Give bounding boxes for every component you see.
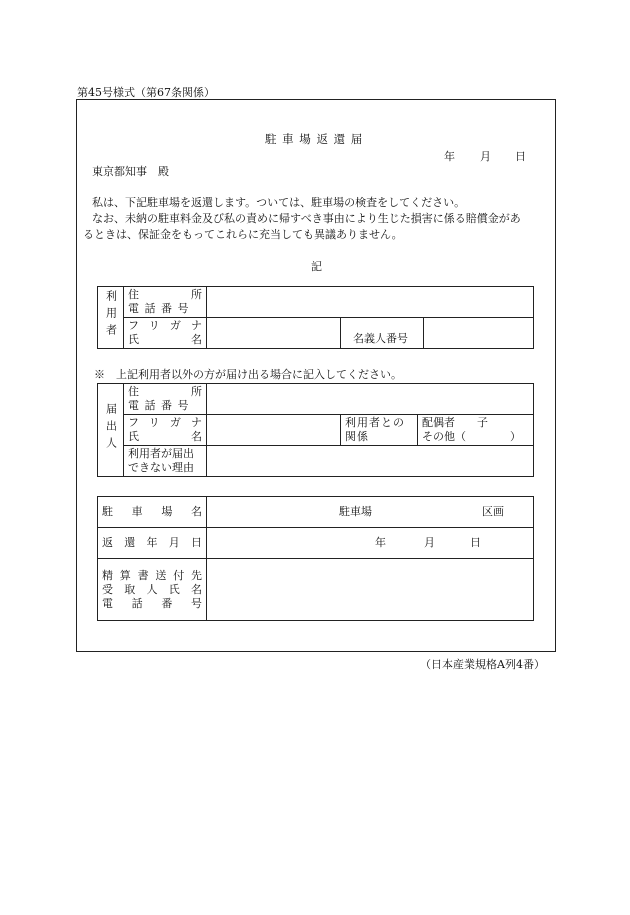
notifier-relation-option-other[interactable]: その他（ ） [422,430,521,443]
lot-name-label-cell [98,497,207,528]
user-table [97,286,534,349]
lot-name-field[interactable] [207,497,534,528]
user-furigana-label: フリガナ [128,319,202,332]
user-group-label: 利用者 [104,290,118,341]
notifier-relation-label-2: 関係 [345,430,369,443]
notifier-group-label: 届出人 [104,402,118,454]
notifier-relation-option-spouse-child[interactable]: 配偶者 子 [422,416,488,429]
lot-section-suffix: 区画 [482,505,504,518]
settlement-phone-label: 電話番号 [102,596,202,610]
user-address-phone-field[interactable] [207,287,534,318]
notifier-note: ※ 上記利用者以外の方が届け出る場合に記入してください。 [94,368,402,381]
notifier-table [97,383,534,477]
notifier-name-label-cell [124,415,207,446]
body-paragraph-2b: るときは、保証金をもってこれらに充当しても異議ありません。 [83,228,403,241]
paper-size-note: （日本産業規格A列4番） [420,658,545,671]
form-title: 駐 車 場 返 還 届 [265,132,364,146]
body-paragraph-2a: なお、未納の駐車料金及び私の責めに帰すべき事由により生じた損害に係る賠償金があ [92,212,521,225]
return-day: 日 [470,536,481,549]
settlement-label-cell [98,559,207,621]
body-paragraph-1: 私は、下記駐車場を返還します。ついては、駐車場の検査をしてください。 [92,196,466,209]
date-day: 日 [515,150,526,163]
lot-name-suffix: 駐車場 [339,505,372,518]
notifier-relation-options-cell[interactable] [418,415,534,446]
notifier-furigana-label: フリガナ [128,416,202,429]
user-name-label-cell [124,318,207,349]
return-date-label-cell [98,528,207,559]
notifier-reason-label-cell [124,446,207,477]
notifier-name-label: 氏 名 [128,430,202,443]
notifier-reason-field[interactable] [207,446,534,477]
notifier-relation-label-cell [341,415,418,446]
notifier-relation-label-1: 利用者との [345,416,405,429]
notifier-name-field[interactable] [207,415,341,446]
addressee: 東京都知事 殿 [92,165,169,178]
return-date-field[interactable] [207,528,534,559]
settlement-address-label: 精算書送付先 [102,568,202,582]
date-year: 年 [444,150,455,163]
notifier-reason-label-2: できない理由 [128,461,194,474]
user-account-field[interactable] [424,318,534,349]
return-year: 年 [375,536,386,549]
notifier-phone-label: 電 話 番 号 [128,399,190,412]
user-account-label: 名義人番号 [353,332,408,345]
ki-heading: 記 [311,260,322,273]
notifier-address-label: 住 所 [128,385,202,398]
notifier-group-cell [98,384,124,477]
notifier-address-phone-label-cell [124,384,207,415]
settlement-field[interactable] [207,559,534,621]
notifier-address-phone-field[interactable] [207,384,534,415]
user-address-label: 住 所 [128,288,202,301]
return-date-label: 返還年月日 [102,536,202,549]
user-address-phone-label-cell [124,287,207,318]
lot-name-label: 駐車場名 [102,505,202,518]
user-name-label: 氏 名 [128,333,202,346]
notifier-reason-label-1: 利用者が届出 [128,447,194,460]
user-group-cell [98,287,124,349]
user-account-label-cell [341,318,424,349]
form-number: 第45号様式（第67条関係） [77,86,215,99]
return-month: 月 [424,536,435,549]
settlement-recipient-label: 受取人氏名 [102,582,202,596]
parking-table [97,496,534,621]
date-month: 月 [480,150,491,163]
user-name-field[interactable] [207,318,341,349]
user-phone-label: 電 話 番 号 [128,302,190,315]
